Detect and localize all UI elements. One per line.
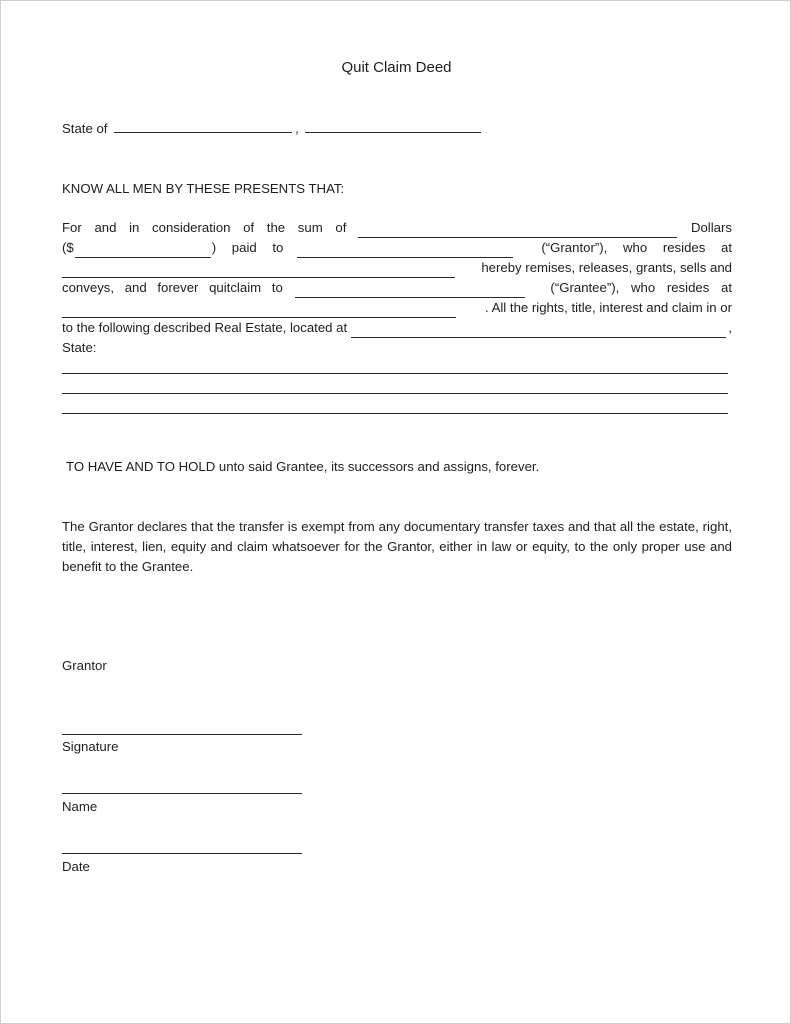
grantee-address-blank[interactable] — [62, 304, 456, 318]
grantor-resides-text: (“Grantor”), who resides at — [541, 240, 732, 255]
state-line — [62, 119, 484, 139]
sum-amount-blank[interactable] — [75, 244, 211, 258]
paid-to-text: ) paid to — [211, 240, 284, 255]
declaration-paragraph: The Grantor declares that the transfer is exempt from any documentary transfer taxes and that all the estate, right, title, interest, lien, equity and claim whatsoever for the Grantor, either in law or equity, to the only proper use and benefit to the Grantee. — [62, 519, 732, 574]
county-blank[interactable] — [305, 119, 481, 133]
state-blank[interactable] — [114, 119, 292, 133]
document-title: Quit Claim Deed — [341, 59, 452, 76]
description-line-2[interactable] — [62, 393, 728, 394]
consideration-line-4 — [62, 278, 732, 298]
signature-line[interactable] — [62, 734, 302, 735]
date-label: Date — [62, 859, 90, 874]
grantor-address-blank[interactable] — [62, 264, 455, 278]
signature-label: Signature — [62, 739, 119, 754]
remises-text: hereby remises, releases, grants, sells and — [481, 260, 732, 275]
rights-text: . All the rights, title, interest and claim in or — [484, 300, 732, 315]
name-line[interactable] — [62, 793, 302, 794]
location-blank[interactable] — [351, 324, 726, 338]
description-line-1[interactable] — [62, 373, 728, 374]
grantee-name-blank[interactable] — [295, 284, 525, 298]
consideration-line-5 — [62, 298, 732, 318]
state-text: State: — [62, 340, 97, 355]
description-line-3[interactable] — [62, 413, 728, 414]
dollars-label: Dollars — [690, 220, 732, 235]
consideration-line-1 — [62, 218, 732, 238]
grantor-heading: Grantor — [62, 658, 107, 673]
habendum-clause: TO HAVE AND TO HOLD unto said Grantee, its successors and assigns, forever. — [66, 459, 540, 474]
know-all-men-heading: KNOW ALL MEN BY THESE PRESENTS THAT: — [62, 181, 345, 196]
location-comma: , — [728, 320, 732, 335]
located-at-text: to the following described Real Estate, located at — [62, 320, 348, 335]
quitclaim-text: conveys, and forever quitclaim to — [62, 280, 283, 295]
consideration-line-2 — [62, 238, 732, 258]
consideration-line-6 — [62, 318, 732, 338]
consideration-line-3 — [62, 258, 732, 278]
date-line[interactable] — [62, 853, 302, 854]
state-label: State of — [62, 121, 108, 136]
consideration-text: For and in consideration of the sum of — [62, 220, 347, 235]
grantee-resides-text: (“Grantee”), who resides at — [550, 280, 732, 295]
grantor-name-blank[interactable] — [297, 244, 513, 258]
name-label: Name — [62, 799, 98, 814]
state-separator: , — [295, 121, 299, 136]
dollar-prefix: ($ — [62, 240, 74, 255]
sum-words-blank[interactable] — [358, 224, 677, 238]
